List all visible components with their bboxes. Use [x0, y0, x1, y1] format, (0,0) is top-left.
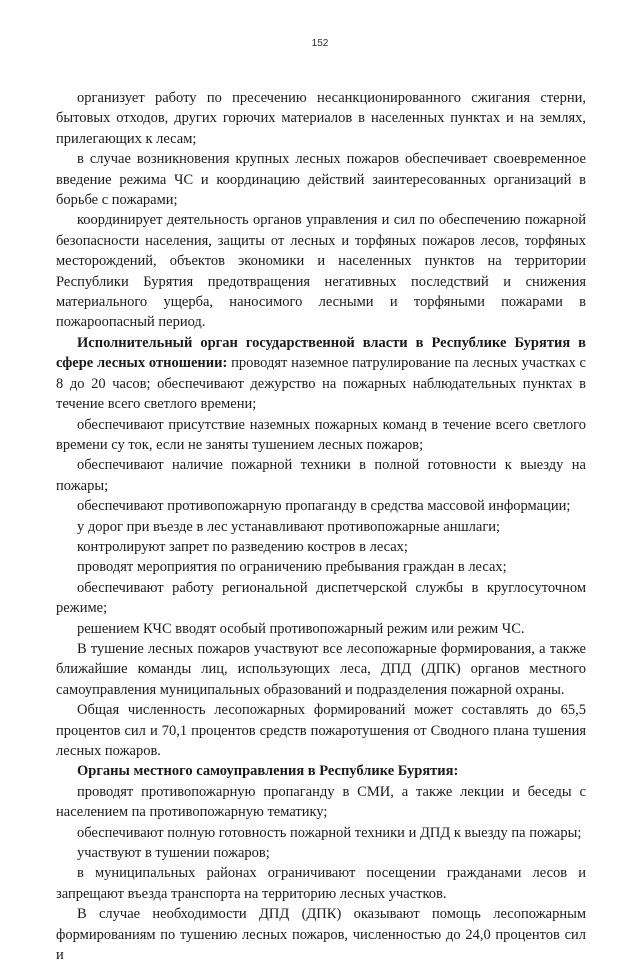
paragraph: Общая численность лесопожарных формирований может составлять до 65,5 процентов сил и 70,1 процентов средств пожаротушения от Сводного плана тушения лесных пожаров.: [56, 702, 586, 759]
paragraph: в случае возникновения крупных лесных пожаров обеспечивает своевременное введение режима ЧС и координацию действий заинтересованных организаций в борьбе с пожарами;: [56, 151, 586, 209]
paragraph-executive-authority: [56, 333, 586, 415]
page-number: 152: [311, 38, 329, 49]
paragraph: обеспечивают полную готовность пожарной техники и ДПД к выезду па пожары;: [77, 824, 582, 841]
section-heading-local-government: Органы местного самоуправления в Республике Бурятия:: [77, 763, 459, 780]
paragraph: решением КЧС вводят особый противопожарный режим или режим ЧС.: [77, 620, 525, 637]
paragraph: участвуют в тушении пожаров;: [77, 845, 270, 862]
paragraph: проводят мероприятия по ограничению пребывания граждан в лесах;: [77, 559, 507, 576]
paragraph: обеспечивают наличие пожарной техники в полной готовности к выезду на пожары;: [56, 457, 586, 494]
paragraph: обеспечивают работу региональной диспетчерской службы в круглосуточном режиме;: [56, 579, 586, 617]
page-body: [56, 88, 586, 965]
paragraph: у дорог при въезде в лес устанавливают противопожарные аншлаги;: [77, 518, 501, 535]
paragraph: в муниципальных районах ограничивают посещении гражданами лесов и запрещают въезда транспорта на территорию лесных участков.: [56, 865, 586, 902]
paragraph: В тушение лесных пожаров участвуют все лесопожарные формирования, а также ближайшие команды лиц, использующих леса, ДПД (ДПК) органов местного самоуправления муниципальных образований и подразделения пожарной охраны.: [56, 640, 586, 698]
paragraph: контролируют запрет по разведению костров в лесах;: [77, 538, 408, 555]
paragraph: В случае необходимости ДПД (ДПК) оказывают помощь лесопожарным формированиям по тушению лесных пожаров, численностью до 24,0 процентов сил и: [56, 906, 586, 964]
paragraph-text: проводят наземное патрулирование па лесных участках с 8 до 20 часов; обеспечивают дежурство на пожарных наблюдательных пунктах в течение всего светлого времени;: [56, 355, 586, 413]
paragraph: проводят противопожарную пропаганду в СМИ, а также лекции и беседы с населением па противопожарную тематику;: [56, 783, 586, 821]
paragraph: обеспечивают присутствие наземных пожарных команд в течение всего светлого времени су ток, если не заняты тушением лесных пожаров;: [56, 416, 586, 453]
paragraph: обеспечивают противопожарную пропаганду в средства массовой информации;: [77, 498, 571, 515]
section-heading-executive-authority: Исполнительный орган государственной власти в Республике Бурятия в сфере лесных отношении:: [56, 334, 586, 372]
paragraph: организует работу по пресечению несанкционированного сжигания стерни, бытовых отходов, других горючих материалов в населенных пунктах и на землях, прилегающих к лесам;: [56, 90, 586, 147]
paragraph: координирует деятельность органов управления и сил по обеспечению пожарной безопасности населения, защиты от лесных и торфяных пожаров лесов, торфяных месторождений, объектов экономики и населенных пунктов на территории Республики Бурятия предотвращения негативных последствий и снижения материального ущерба, наносимого лесными и торфяными пожарами в пожароопасный период.: [56, 212, 586, 331]
